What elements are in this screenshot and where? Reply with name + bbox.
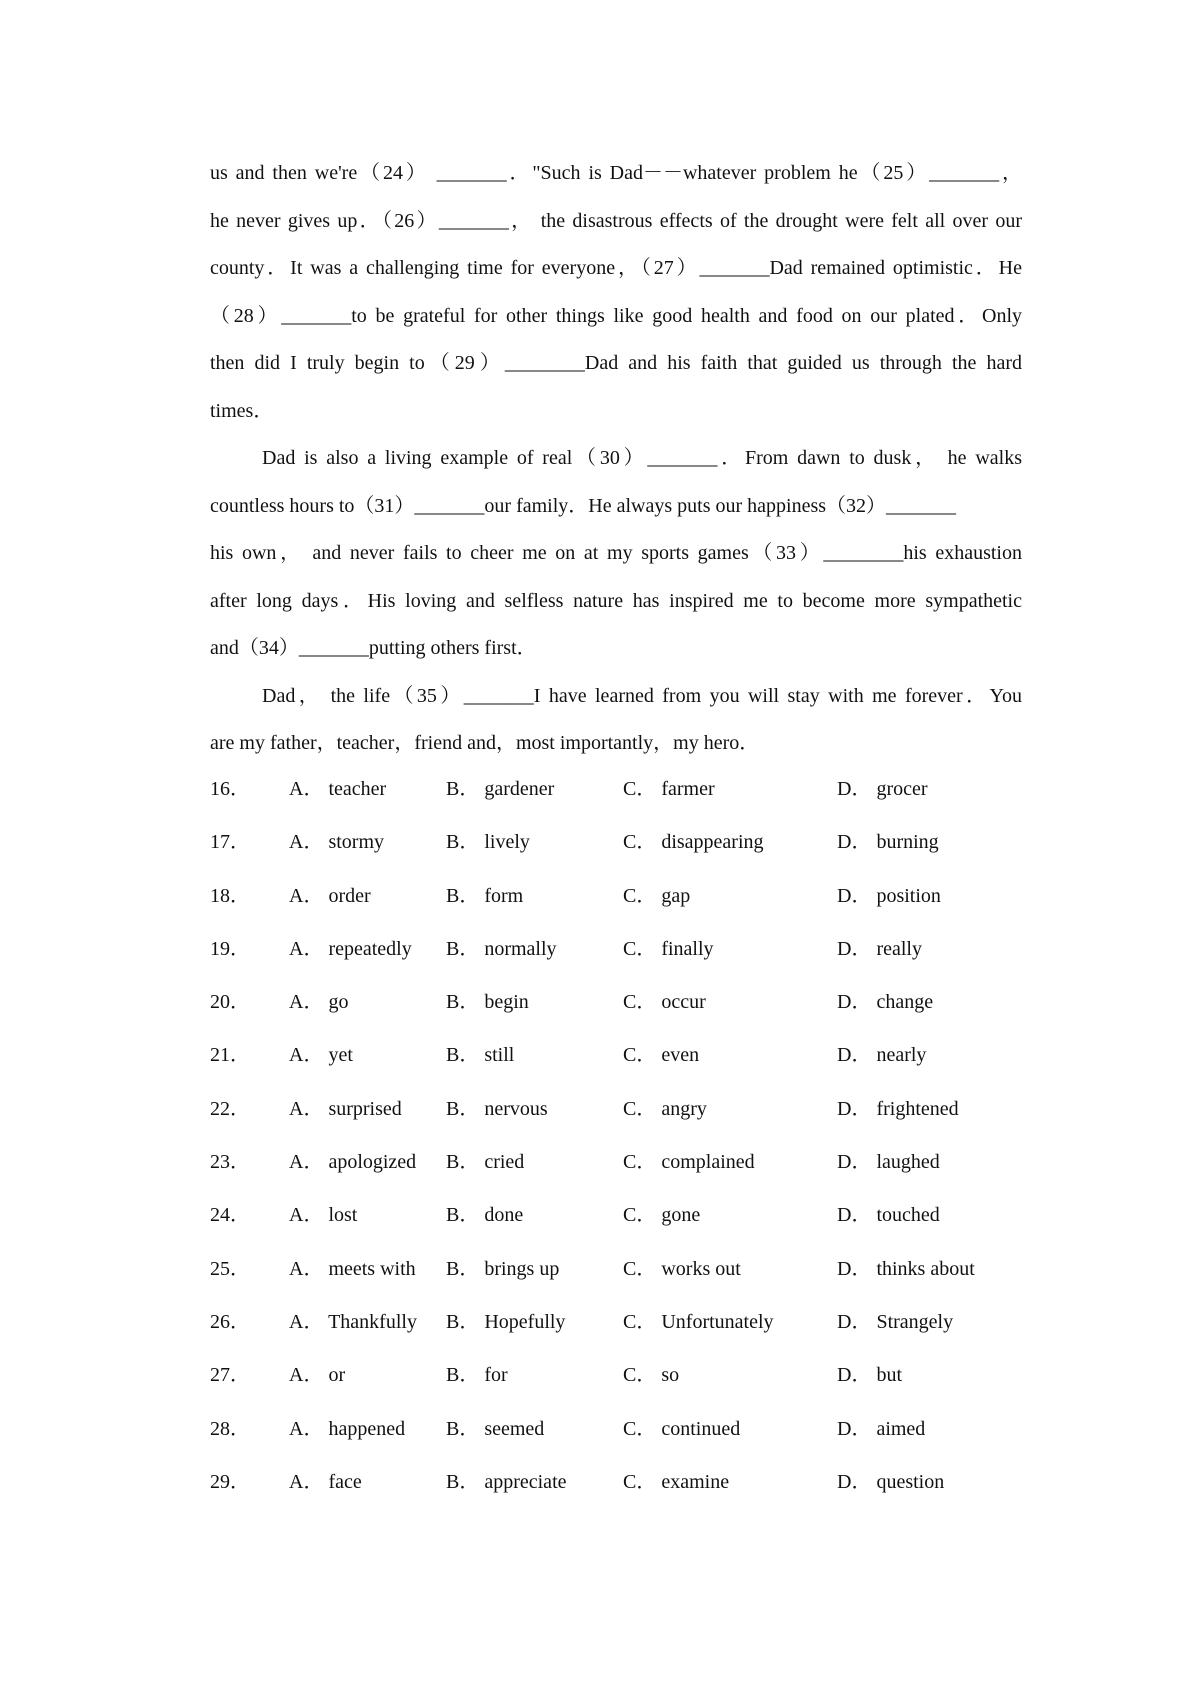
question-row — [210, 1029, 1022, 1082]
option-b: B． normally — [446, 937, 557, 960]
option-a: A． happened — [289, 1417, 406, 1440]
option-d: D． change — [837, 991, 934, 1014]
question-row — [210, 1403, 1022, 1456]
question-row — [210, 976, 1022, 1029]
option-a: A． meets with — [289, 1257, 416, 1280]
option-b: B． done — [446, 1204, 524, 1227]
option-d: D． aimed — [837, 1417, 926, 1440]
option-d: D． thinks about — [837, 1257, 975, 1280]
option-c: C． gap — [623, 884, 691, 907]
passage-line: countless hours to（31）_______our family．He always puts our happiness（32）_______ — [210, 494, 957, 517]
option-b: B． nervous — [446, 1097, 548, 1120]
option-a: A． or — [289, 1364, 346, 1387]
option-a: A． apologized — [289, 1151, 417, 1174]
option-d: D． burning — [837, 831, 939, 854]
passage-line: times． — [210, 399, 274, 422]
option-c: C． complained — [623, 1151, 755, 1174]
option-a: A． teacher — [289, 778, 387, 800]
option-a: A． repeatedly — [289, 937, 412, 960]
option-b: B． gardener — [446, 778, 555, 800]
question-row — [210, 1136, 1022, 1189]
question-number: 19． — [210, 937, 250, 960]
question-row — [210, 1349, 1022, 1402]
option-c: C． works out — [623, 1257, 741, 1280]
option-c: C． examine — [623, 1470, 730, 1493]
option-c: C． continued — [623, 1417, 741, 1440]
option-b: B． seemed — [446, 1417, 545, 1440]
option-b: B． for — [446, 1364, 508, 1387]
passage-line: and（34）_______putting others first． — [210, 637, 537, 659]
option-c: C． even — [623, 1044, 700, 1067]
question-number: 25． — [210, 1257, 250, 1280]
question-row — [210, 1243, 1022, 1296]
option-c: C． Unfortunately — [623, 1310, 774, 1333]
question-number: 23． — [210, 1151, 250, 1174]
option-d: D． nearly — [837, 1044, 927, 1067]
option-a: A． Thankfully — [289, 1310, 417, 1333]
option-d: D． grocer — [837, 778, 928, 800]
question-row — [210, 1083, 1022, 1136]
question-number: 26． — [210, 1310, 250, 1333]
option-a: A． face — [289, 1470, 362, 1493]
passage-line: are my father，teacher，friend and，most importantly，my hero． — [210, 732, 760, 754]
question-number: 21． — [210, 1044, 250, 1067]
passage-line: （28）_______to be grateful for other things like good health and food on our plated．Only — [210, 304, 1022, 327]
option-c: C． disappearing — [623, 831, 764, 854]
question-number: 27． — [210, 1364, 250, 1387]
option-d: D． but — [837, 1364, 902, 1387]
option-a: A． go — [289, 991, 349, 1014]
cloze-passage — [210, 150, 1022, 768]
question-number: 28． — [210, 1417, 250, 1440]
option-d: D． frightened — [837, 1097, 959, 1120]
option-b: B． brings up — [446, 1257, 560, 1280]
question-number: 24． — [210, 1204, 250, 1227]
option-d: D． really — [837, 937, 922, 960]
question-row — [210, 1296, 1022, 1349]
question-number: 16． — [210, 778, 250, 800]
option-b: B． appreciate — [446, 1470, 567, 1493]
passage-line: us and then we're（24） _______．"Such is Dad－－whatever problem he（25）_______， — [210, 162, 1022, 184]
question-number: 22． — [210, 1097, 250, 1120]
passage-line: Dad is also a living example of real（30）_______．From dawn to dusk， he walks — [262, 447, 1022, 469]
question-row — [210, 1456, 1022, 1509]
option-b: B． begin — [446, 991, 529, 1014]
option-d: D． question — [837, 1470, 945, 1493]
question-row — [210, 923, 1022, 976]
option-c: C． so — [623, 1364, 680, 1387]
question-row — [210, 870, 1022, 923]
question-row — [210, 763, 1022, 816]
question-number: 29． — [210, 1470, 250, 1493]
option-a: A． stormy — [289, 831, 384, 854]
option-c: C． gone — [623, 1204, 701, 1227]
option-c: C． occur — [623, 991, 706, 1014]
option-d: D． touched — [837, 1204, 940, 1227]
option-b: B． Hopefully — [446, 1310, 566, 1333]
question-row — [210, 816, 1022, 869]
option-b: B． still — [446, 1044, 515, 1067]
question-number: 20． — [210, 991, 250, 1014]
option-c: C． farmer — [623, 778, 715, 800]
option-a: A． yet — [289, 1044, 353, 1067]
question-row — [210, 1189, 1022, 1242]
passage-line: county．It was a challenging time for everyone，（27）_______Dad remained optimistic．He — [210, 257, 1022, 279]
option-b: B． lively — [446, 831, 530, 854]
passage-line: then did I truly begin to（29）________Dad and his faith that guided us through the hard — [210, 352, 1022, 374]
option-a: A． surprised — [289, 1097, 402, 1120]
question-number: 17． — [210, 831, 250, 854]
option-b: B． cried — [446, 1151, 525, 1174]
passage-line: Dad， the life（35）_______I have learned from you will stay with me forever．You — [262, 684, 1022, 707]
option-d: D． laughed — [837, 1151, 940, 1174]
passage-line: he never gives up．（26）_______， the disastrous effects of the drought were felt all over our — [210, 209, 1022, 232]
passage-line: his own， and never fails to cheer me on at my sports games（33）________his exhaustion — [210, 542, 1022, 564]
option-c: C． finally — [623, 937, 714, 960]
option-c: C． angry — [623, 1097, 707, 1120]
question-number: 18． — [210, 884, 250, 907]
passage-line: after long days．His loving and selfless nature has inspired me to become more sympathetic — [210, 589, 1022, 612]
option-d: D． Strangely — [837, 1310, 954, 1333]
option-a: A． lost — [289, 1204, 358, 1227]
option-d: D． position — [837, 884, 941, 907]
option-b: B． form — [446, 884, 524, 907]
question-options-list — [210, 763, 1022, 1509]
option-a: A． order — [289, 884, 371, 907]
